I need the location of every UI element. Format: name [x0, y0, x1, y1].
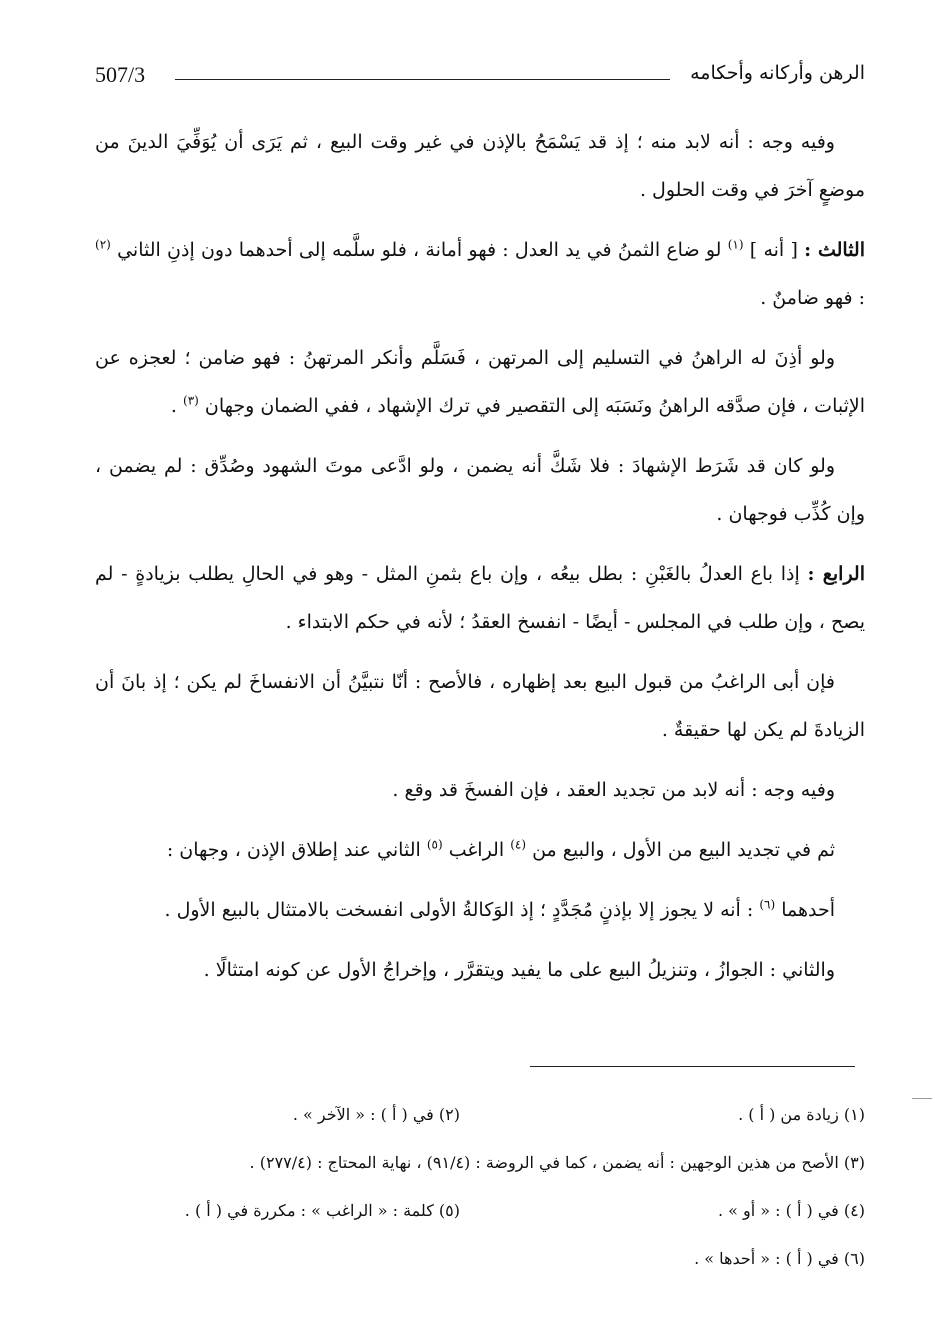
paragraph-3	[95, 334, 865, 430]
footnote-3: (٣) الأصح من هذين الوجهين : أنه يضمن ، كما في الروضة : (٩١/٤) ، نهاية المحتاج : (٢٧٧/٤) .	[249, 1152, 865, 1172]
footnote-ref-4: (٤)	[510, 837, 527, 852]
page-number: 507/3	[95, 62, 146, 87]
paragraph-2-text-b: لو ضاع الثمنُ في يد العدل : فهو أمانة ، فلو سلَّمه إلى أحدهما دون إذنِ الثاني	[117, 239, 722, 261]
margin-mark	[912, 1098, 932, 1099]
section-lead-third: الثالث :	[804, 239, 865, 261]
paragraph-8-text-c: الثاني عند إطلاق الإذن ، وجهان :	[166, 839, 421, 861]
paragraph-2-text-c: : فهو ضامنٌ .	[760, 287, 865, 309]
footnote-ref-3: (٣)	[183, 393, 199, 408]
paragraph-2-text-a: [ أنه ]	[749, 239, 798, 261]
header-rule	[175, 79, 670, 80]
paragraph-8	[95, 826, 865, 874]
paragraph-4: ولو كان قد شَرَط الإشهادَ : فلا شَكَّ أنه يضمن ، ولو ادَّعى موتَ الشهود وصُدِّق : لم يضمن ، وإن كُذِّب فوجهان .	[95, 455, 865, 525]
paragraph-1: وفيه وجه : أنه لابد منه ؛ إذ قد يَسْمَحُ بالإذن في غير وقت البيع ، ثم يَرَى أن يُوَفِّيَ الدينَ من موضعٍ آخرَ في وقت الحلول .	[95, 131, 865, 201]
footnotes	[95, 1090, 865, 1282]
footnote-row-4	[95, 1234, 865, 1282]
footnote-ref-6: (٦)	[759, 897, 776, 912]
footnote-ref-2: (٢)	[95, 237, 111, 252]
footnote-row-3	[95, 1186, 865, 1234]
paragraph-5	[95, 550, 865, 646]
footnote-ref-5: (٥)	[426, 837, 443, 852]
paragraph-3-text-a: ولو أذِنَ له الراهنُ في التسليم إلى المرتهن ، فَسَلَّم وأنكر المرتهنُ : فهو ضامن ؛ لعجزه عن الإثبات ، فإن صدَّقه الراهنُ ونَسَبَه إلى التقصير في ترك الإشهاد ، ففي الضمان وجهان	[95, 347, 865, 417]
footnote-row-2	[95, 1138, 865, 1186]
paragraph-8-text-b: الراغب	[448, 839, 505, 861]
footnote-5: (٥) كلمة : « الراغب » : مكررة في ( أ ) .	[184, 1200, 460, 1220]
paragraph-5-text: إذا باع العدلُ بالغَبْنِ : بطل بيعُه ، وإن باع بثمنِ المثل - وهو في الحالِ يطلب بزيادةٍ - لم يصح ، وإن طلب في المجلس - أيضًا - انفسخ العقدُ ؛ لأنه في حكم الابتداء .	[95, 563, 865, 633]
footnote-ref-1: (١)	[727, 237, 744, 252]
paragraph-8-text-a: ثم في تجديد البيع من الأول ، والبيع من	[532, 839, 835, 861]
footnote-6: (٦) في ( أ ) : « أحدها » .	[694, 1248, 865, 1268]
paragraph-10: والثاني : الجوازُ ، وتنزيلُ البيع على ما يفيد ويتقرَّر ، وإخراجُ الأول عن كونه امتثالًا .	[203, 959, 835, 981]
paragraph-9-text-a: أحدهما	[781, 899, 835, 921]
main-text	[95, 118, 865, 1006]
footnote-separator	[530, 1066, 855, 1067]
footnote-2: (٢) في ( أ ) : « الآخر » .	[292, 1104, 460, 1124]
footnote-4: (٤) في ( أ ) : « أو » .	[718, 1200, 865, 1220]
paragraph-6: فإن أبى الراغبُ من قبول البيع بعد إظهاره ، فالأصح : أنّا نتبيَّنُ أن الانفساخَ لم يكن ؛ إذ بانَ أن الزيادةَ لم يكن لها حقيقةٌ .	[95, 671, 865, 741]
paragraph-9-text-b: : أنه لا يجوز إلا بإذنٍ مُجَدَّدٍ ؛ إذ الوَكالةُ الأولى انفسخت بالامتثال بالبيع الأول .	[164, 899, 754, 921]
paragraph-2	[95, 226, 865, 322]
section-lead-fourth: الرابع :	[807, 563, 866, 585]
running-title: الرهن وأركانه وأحكامه	[690, 62, 865, 84]
footnote-1: (١) زيادة من ( أ ) .	[738, 1104, 865, 1124]
paragraph-7: وفيه وجه : أنه لابد من تجديد العقد ، فإن الفسخَ قد وقع .	[392, 779, 835, 801]
footnote-row-1	[95, 1090, 865, 1138]
paragraph-9	[95, 886, 865, 934]
page-header	[95, 60, 865, 94]
paragraph-3-text-b: .	[170, 395, 177, 417]
